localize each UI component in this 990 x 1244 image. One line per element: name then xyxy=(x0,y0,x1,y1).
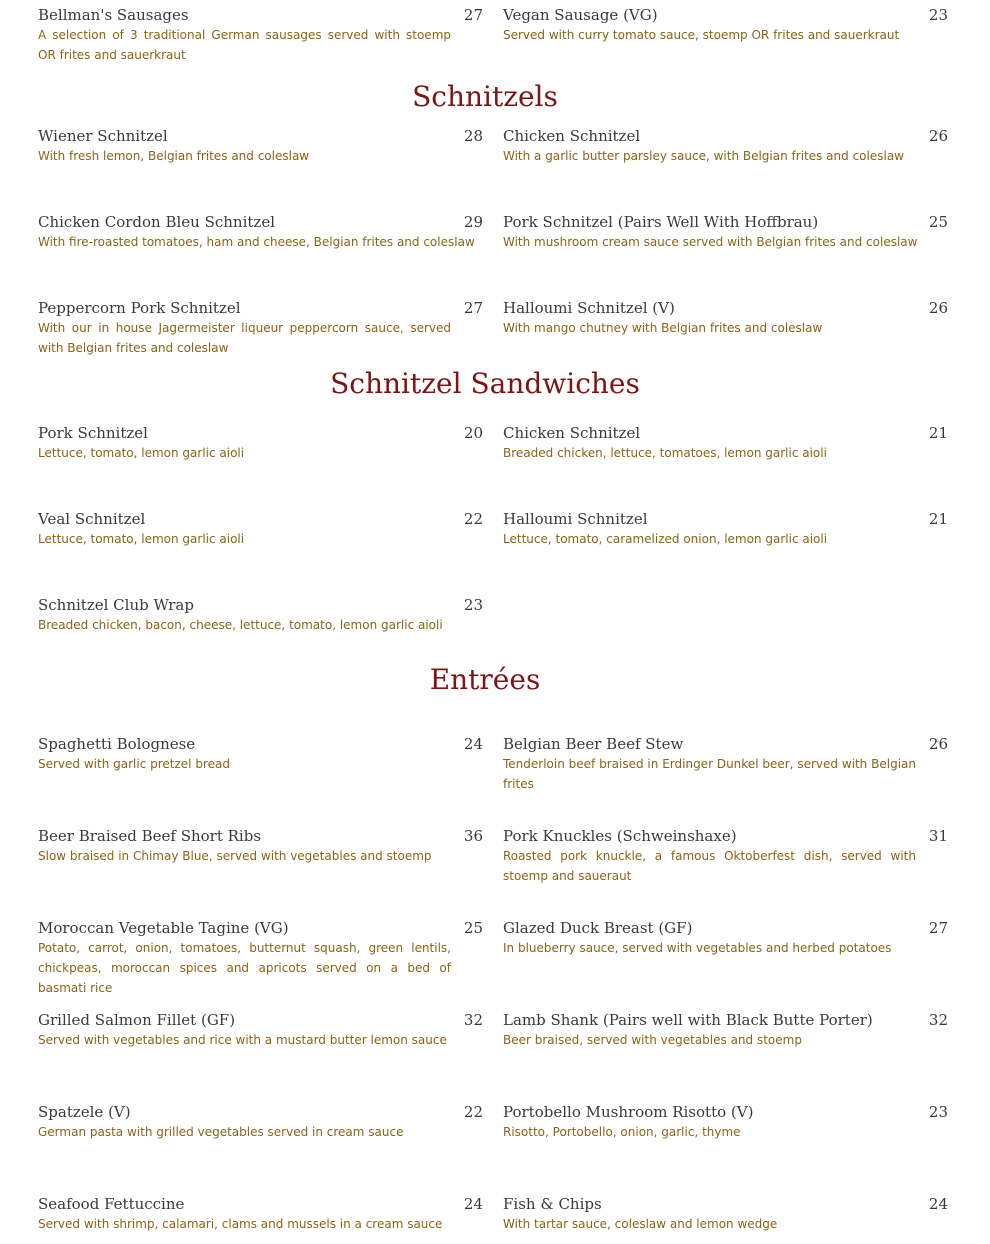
item-price: 24 xyxy=(463,1195,483,1213)
item-price: 26 xyxy=(928,127,948,145)
section-title-schnitzels: Schnitzels xyxy=(412,80,558,113)
item-price: 22 xyxy=(463,510,483,528)
item-name: Veal Schnitzel xyxy=(38,510,146,528)
item-name: Belgian Beer Beef Stew xyxy=(503,735,684,753)
item-name: Moroccan Vegetable Tagine (VG) xyxy=(38,919,289,937)
item-description: With fresh lemon, Belgian frites and coleslaw xyxy=(38,149,310,163)
item-name: Lamb Shank (Pairs well with Black Butte Porter) xyxy=(503,1011,873,1029)
item-name: Chicken Schnitzel xyxy=(503,424,641,442)
item-name: Pork Knuckles (Schweinshaxe) xyxy=(503,827,737,845)
item-name: Pork Schnitzel (Pairs Well With Hoffbrau) xyxy=(503,213,819,231)
item-description: Tenderloin beef braised in Erdinger Dunkel beer, served with Belgian frites xyxy=(503,757,916,791)
item-name: Vegan Sausage (VG) xyxy=(503,6,658,24)
item-description: Breaded chicken, bacon, cheese, lettuce, tomato, lemon garlic aioli xyxy=(38,618,443,632)
item-name: Spatzele (V) xyxy=(38,1103,131,1121)
item-name: Peppercorn Pork Schnitzel xyxy=(38,299,241,317)
item-price: 27 xyxy=(463,299,483,317)
item-description: Roasted pork knuckle, a famous Oktoberfest dish, served with stoemp and saueraut xyxy=(503,849,916,883)
item-price: 36 xyxy=(463,827,483,845)
item-name: Fish & Chips xyxy=(503,1195,602,1213)
item-description: Served with vegetables and rice with a mustard butter lemon sauce xyxy=(38,1033,447,1047)
item-description: Served with curry tomato sauce, stoemp OR frites and sauerkraut xyxy=(503,28,900,42)
item-name: Glazed Duck Breast (GF) xyxy=(503,919,693,937)
item-description: With fire-roasted tomatoes, ham and cheese, Belgian frites and coleslaw xyxy=(38,235,475,249)
item-price: 24 xyxy=(463,735,483,753)
item-description: Lettuce, tomato, lemon garlic aioli xyxy=(38,532,245,546)
section-title-entrees: Entrées xyxy=(429,663,541,696)
item-name: Grilled Salmon Fillet (GF) xyxy=(38,1011,236,1029)
item-description: Lettuce, tomato, lemon garlic aioli xyxy=(38,446,245,460)
item-price: 21 xyxy=(928,510,948,528)
item-price: 25 xyxy=(928,213,948,231)
section-title-sandwiches: Schnitzel Sandwiches xyxy=(330,367,640,400)
item-price: 27 xyxy=(463,6,483,24)
item-name: Seafood Fettuccine xyxy=(38,1195,185,1213)
item-price: 23 xyxy=(928,6,948,24)
item-price: 25 xyxy=(463,919,483,937)
item-description: With tartar sauce, coleslaw and lemon wedge xyxy=(503,1217,778,1231)
item-description: Breaded chicken, lettuce, tomatoes, lemon garlic aioli xyxy=(503,446,827,460)
item-price: 32 xyxy=(463,1011,483,1029)
item-description: Potato, carrot, onion, tomatoes, butternut squash, green lentils, chickpeas, moroccan spices and apricots served on a bed of basmati rice xyxy=(38,941,451,995)
item-name: Chicken Schnitzel xyxy=(503,127,641,145)
item-description: A selection of 3 traditional German sausages served with stoemp OR frites and sauerkraut xyxy=(38,28,451,62)
item-description: Beer braised, served with vegetables and stoemp xyxy=(503,1033,802,1047)
item-price: 32 xyxy=(928,1011,948,1029)
item-description: With our in house Jagermeister liqueur peppercorn sauce, served with Belgian frites and coleslaw xyxy=(38,321,451,355)
item-description: Served with shrimp, calamari, clams and mussels in a cream sauce xyxy=(38,1217,443,1231)
item-description: With mushroom cream sauce served with Belgian frites and coleslaw xyxy=(503,235,918,249)
item-description: German pasta with grilled vegetables served in cream sauce xyxy=(38,1125,404,1139)
item-price: 31 xyxy=(928,827,948,845)
item-name: Wiener Schnitzel xyxy=(38,127,168,145)
item-name: Bellman's Sausages xyxy=(38,6,189,24)
item-price: 26 xyxy=(928,735,948,753)
item-name: Halloumi Schnitzel xyxy=(503,510,648,528)
item-price: 29 xyxy=(463,213,483,231)
item-name: Schnitzel Club Wrap xyxy=(38,596,194,614)
item-price: 21 xyxy=(928,424,948,442)
item-name: Pork Schnitzel xyxy=(38,424,148,442)
item-price: 27 xyxy=(928,919,948,937)
item-name: Beer Braised Beef Short Ribs xyxy=(38,827,262,845)
item-price: 26 xyxy=(928,299,948,317)
item-description: Slow braised in Chimay Blue, served with vegetables and stoemp xyxy=(38,849,432,863)
item-name: Spaghetti Bolognese xyxy=(38,735,196,753)
item-name: Chicken Cordon Bleu Schnitzel xyxy=(38,213,275,231)
item-price: 23 xyxy=(463,596,483,614)
item-price: 20 xyxy=(463,424,483,442)
item-description: Lettuce, tomato, caramelized onion, lemon garlic aioli xyxy=(503,532,828,546)
item-description: Served with garlic pretzel bread xyxy=(38,757,230,771)
item-price: 23 xyxy=(928,1103,948,1121)
item-price: 24 xyxy=(928,1195,948,1213)
item-price: 22 xyxy=(463,1103,483,1121)
item-price: 28 xyxy=(463,127,483,145)
item-description: With a garlic butter parsley sauce, with Belgian frites and coleslaw xyxy=(503,149,904,163)
item-name: Portobello Mushroom Risotto (V) xyxy=(503,1103,754,1121)
item-name: Halloumi Schnitzel (V) xyxy=(503,299,675,317)
item-description: In blueberry sauce, served with vegetables and herbed potatoes xyxy=(503,941,892,955)
item-description: With mango chutney with Belgian frites and coleslaw xyxy=(503,321,823,335)
item-description: Risotto, Portobello, onion, garlic, thyme xyxy=(503,1125,741,1139)
